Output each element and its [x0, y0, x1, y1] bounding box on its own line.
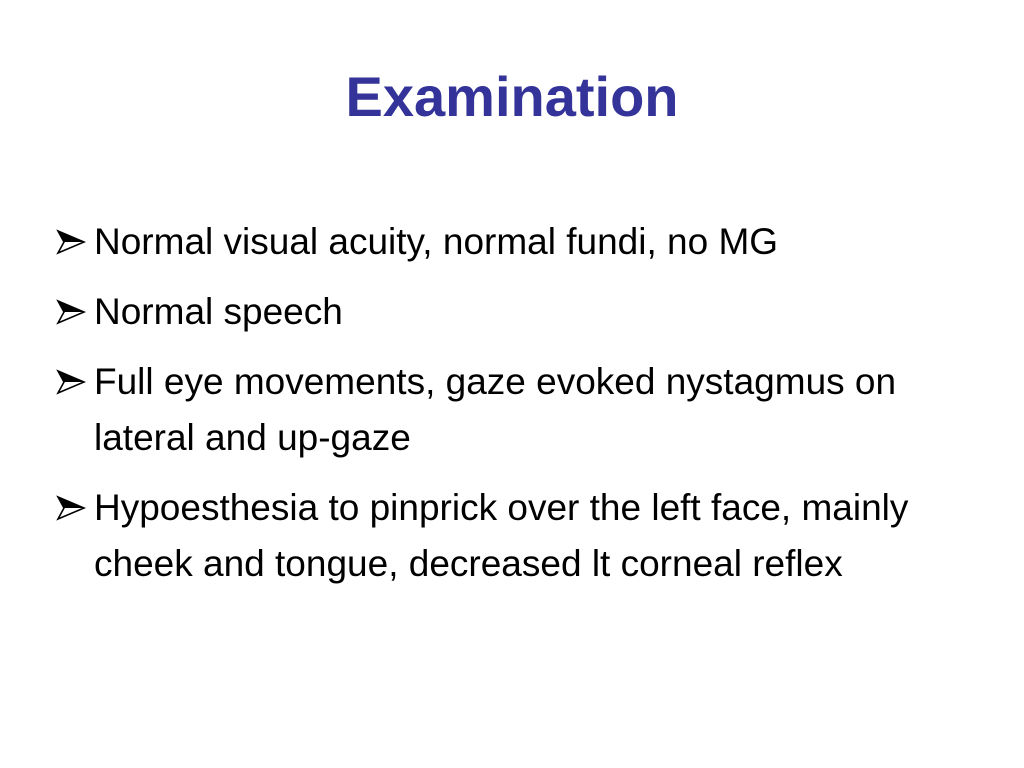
- bullet-item: [56, 284, 976, 340]
- bullet-list: [56, 214, 976, 606]
- bullet-text: Hypoesthesia to pinprick over the left face, mainly cheek and tongue, decreased lt corneal reflex: [94, 487, 909, 584]
- slide-title: Examination: [345, 65, 679, 128]
- arrowhead-bullet-icon: [56, 480, 94, 536]
- bullet-item: [56, 480, 976, 592]
- bullet-text: Normal visual acuity, normal fundi, no MG: [94, 221, 779, 262]
- bullet-text: Normal speech: [94, 291, 343, 332]
- arrowhead-bullet-icon: [56, 284, 94, 340]
- bullet-item: [56, 214, 976, 270]
- arrowhead-bullet-icon: [56, 214, 94, 270]
- arrowhead-bullet-icon: [56, 354, 94, 410]
- bullet-text: Full eye movements, gaze evoked nystagmus on lateral and up-gaze: [94, 361, 897, 458]
- bullet-item: [56, 354, 976, 466]
